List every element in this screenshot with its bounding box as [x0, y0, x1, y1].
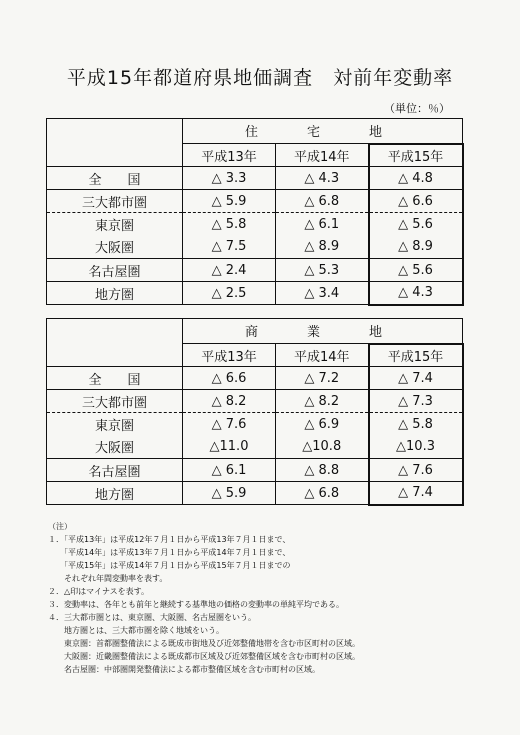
year-header-row: [47, 344, 463, 367]
value-cell: △ 8.9: [276, 236, 369, 259]
value-cell: △ 6.1: [183, 459, 276, 482]
group-header-row: [47, 319, 463, 344]
value-cell: △ 7.6: [369, 459, 463, 482]
table-row: [47, 190, 463, 213]
value-cell: △ 6.8: [276, 190, 369, 213]
note-line: ２．△印はマイナスを表す。: [48, 587, 150, 596]
table-row: [47, 459, 463, 482]
region-label: 東京圏: [47, 213, 183, 236]
note-line: ４．三大都市圏とは、東京圏、大阪圏、名古屋圏をいう。: [48, 613, 256, 622]
value-cell: △ 3.4: [276, 282, 369, 305]
region-label: 名古屋圏: [47, 459, 183, 482]
year-header: 平成13年: [183, 344, 276, 367]
value-cell: △ 2.4: [183, 259, 276, 282]
table-row: [47, 390, 463, 413]
region-label: 三大都市圏: [47, 390, 183, 413]
year-header: 平成15年: [369, 144, 463, 167]
note-line: １．「平成13年」は平成12年７月１日から平成13年７月１日まで、: [48, 535, 291, 544]
commercial-table: [46, 318, 464, 506]
value-cell: △ 7.3: [369, 390, 463, 413]
note-line: （注）: [48, 522, 72, 531]
value-cell: △ 7.2: [276, 367, 369, 390]
region-label: 大阪圏: [47, 436, 183, 459]
table-row: [47, 367, 463, 390]
year-header-row: [47, 144, 463, 167]
region-label: 名古屋圏: [47, 259, 183, 282]
value-cell: △ 7.4: [369, 367, 463, 390]
year-header: 平成14年: [276, 344, 369, 367]
year-header: 平成13年: [183, 144, 276, 167]
region-label: 三大都市圏: [47, 190, 183, 213]
value-cell: △ 8.2: [183, 390, 276, 413]
year-header: 平成14年: [276, 144, 369, 167]
table-row: [47, 282, 463, 305]
table-row: [47, 236, 463, 259]
value-cell: △ 5.8: [369, 413, 463, 436]
table-row: [47, 413, 463, 436]
table-row: [47, 213, 463, 236]
region-label: 全 国: [47, 167, 183, 190]
region-label: 大阪圏: [47, 236, 183, 259]
group-header-row: [47, 119, 463, 144]
table-row: [47, 436, 463, 459]
residential-table: [46, 118, 464, 306]
value-cell: △ 8.9: [369, 236, 463, 259]
value-cell: △ 5.9: [183, 482, 276, 505]
note-line: 「平成14年」は平成13年７月１日から平成14年７月１日まで、: [48, 548, 291, 557]
value-cell: △10.8: [276, 436, 369, 459]
value-cell: △ 5.6: [369, 213, 463, 236]
value-cell: △ 6.6: [183, 367, 276, 390]
region-label: 地方圏: [47, 282, 183, 305]
value-cell: △ 5.8: [183, 213, 276, 236]
note-line: 「平成15年」は平成14年７月１日から平成15年７月１日までの: [48, 561, 291, 570]
value-cell: △ 6.9: [276, 413, 369, 436]
value-cell: △ 5.9: [183, 190, 276, 213]
year-header: 平成15年: [369, 344, 463, 367]
note-line: 地方圏とは、三大都市圏を除く地域をいう。: [48, 626, 224, 635]
value-cell: △ 7.5: [183, 236, 276, 259]
corner-cell: [47, 144, 183, 167]
note-line: 東京圏：首都圏整備法による既成市街地及び近郊整備地帯を含む市区町村の区域。: [48, 639, 360, 648]
value-cell: △ 7.4: [369, 482, 463, 505]
region-label: 東京圏: [47, 413, 183, 436]
value-cell: △ 5.6: [369, 259, 463, 282]
value-cell: △ 4.3: [276, 167, 369, 190]
table-row: [47, 167, 463, 190]
value-cell: △ 7.6: [183, 413, 276, 436]
value-cell: △ 4.3: [369, 282, 463, 305]
notes: [48, 520, 488, 676]
corner-cell: [47, 344, 183, 367]
table-row: [47, 259, 463, 282]
value-cell: △ 3.3: [183, 167, 276, 190]
region-label: 地方圏: [47, 482, 183, 505]
value-cell: △10.3: [369, 436, 463, 459]
note-line: 大阪圏：近畿圏整備法による既成都市区域及び近郊整備区域を含む市町村の区域。: [48, 652, 360, 661]
value-cell: △ 4.8: [369, 167, 463, 190]
corner-cell: [47, 319, 183, 344]
table-row: [47, 482, 463, 505]
value-cell: △ 8.8: [276, 459, 369, 482]
corner-cell: [47, 119, 183, 144]
note-line: それぞれ年間変動率を表す。: [48, 574, 168, 583]
group-label: 住 宅 地: [183, 119, 463, 144]
unit-label: （単位：％）: [384, 102, 450, 115]
value-cell: △ 6.8: [276, 482, 369, 505]
value-cell: △ 8.2: [276, 390, 369, 413]
value-cell: △ 6.1: [276, 213, 369, 236]
page-title: 平成15年都道府県地価調査 対前年変動率: [66, 67, 454, 89]
region-label: 全 国: [47, 367, 183, 390]
value-cell: △ 6.6: [369, 190, 463, 213]
value-cell: △11.0: [183, 436, 276, 459]
value-cell: △ 2.5: [183, 282, 276, 305]
note-line: 名古屋圏：中部圏開発整備法による都市整備区域を含む市町村の区域。: [48, 665, 320, 674]
note-line: ３．変動率は、各年とも前年と継続する基準地の価格の変動率の単純平均である。: [48, 600, 344, 609]
group-label: 商 業 地: [183, 319, 463, 344]
value-cell: △ 5.3: [276, 259, 369, 282]
